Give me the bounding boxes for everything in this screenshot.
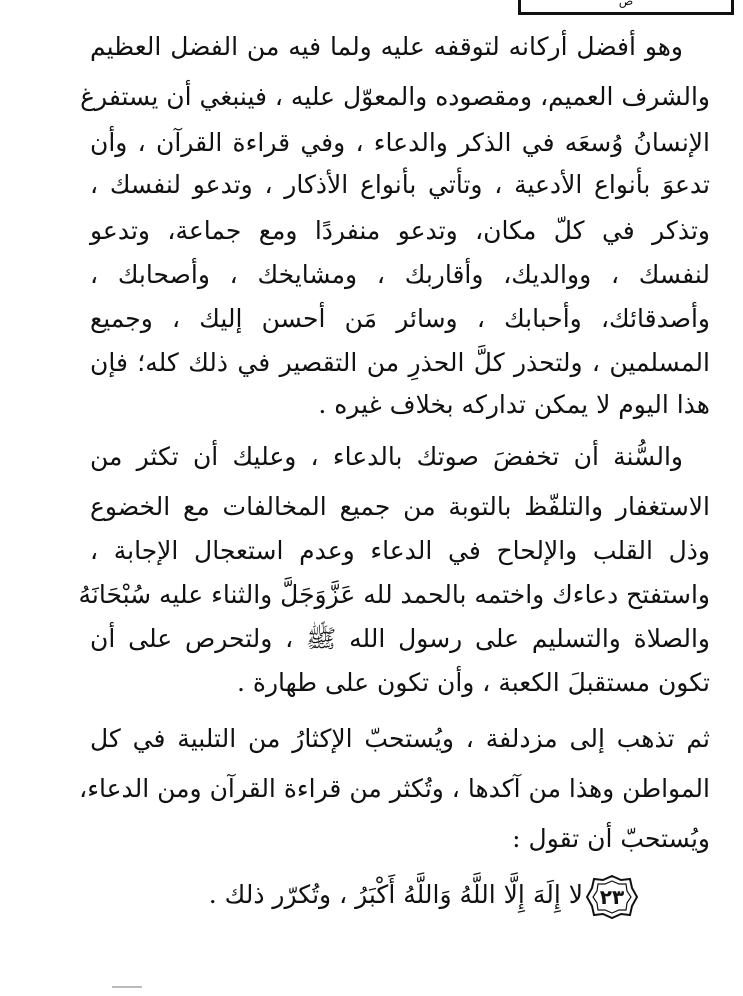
paragraph-3-line-2: المواطن وهذا من آكدها ، وتُكثر من قراءة القرآن ومن الدعاء،: [79, 774, 710, 803]
paragraph-2-line-1: والسُّنة أن تخفضَ صوتك بالدعاء ، وعليك أن تكثر من: [90, 442, 683, 471]
paragraph-2-line-3: وذل القلب والإلحاح في الدعاء وعدم استعجال الإجابة ،: [90, 536, 710, 565]
paragraph-1-line-2: والشرف العميم، ومقصوده والمعوّل عليه ، فينبغي أن يستفرغ: [80, 82, 710, 111]
paragraph-2-line-4: واستفتح دعاءك واختمه بالحمد لله عَزَّوَجَلَّ والثناء عليه سُبْحَانَهُ: [78, 580, 710, 609]
paragraph-1-line-1: وهو أفضل أركانه لتوقفه عليه ولما فيه من الفضل العظيم: [90, 32, 683, 61]
paragraph-2-line-5: والصلاة والتسليم على رسول الله ﷺ ، ولتحرص على أن: [90, 624, 710, 653]
footer-rule: [112, 986, 142, 991]
paragraph-2-line-6: تكون مستقبلَ الكعبة ، وأن تكون على طهارة .: [236, 668, 710, 697]
statement-text: لا إِلَهَ إِلَّا اللَّهُ وَاللَّهُ أَكْبَرُ ، وتُكرّر ذلك .: [208, 880, 583, 909]
paragraph-3-line-3: ويُستحبّ أن تقول :: [512, 824, 710, 853]
paragraph-3-line-1: ثم تذهب إلى مزدلفة ، ويُستحبّ الإكثارُ من التلبية في كل: [90, 724, 710, 753]
paragraph-1-line-5: وتذكر في كلّ مكان، وتدعو منفردًا ومع جماعة، وتدعو: [90, 216, 710, 245]
paragraph-1-line-8: المسلمين ، ولتحذر كلَّ الحذرِ من التقصير في ذلك كله؛ فإن: [90, 348, 710, 377]
paragraph-2-line-2: الاستغفار والتلفّظ بالتوبة من جميع المخالفات مع الخضوع: [90, 492, 710, 521]
running-header-text: ص: [618, 0, 634, 8]
statement-number: ٢٣: [599, 885, 625, 909]
running-header: [518, 0, 734, 15]
paragraph-1-line-7: وأصدقائك، وأحبابك ، وسائر مَن أحسن إليك ، وجميع: [90, 304, 710, 333]
statement-number-badge: [585, 874, 639, 920]
paragraph-1-line-4: تدعوَ بأنواع الأدعية ، وتأتي بأنواع الأذكار ، وتدعو لنفسك ،: [90, 170, 710, 199]
paragraph-1-line-6: لنفسك ، ووالديك، وأقاربك ، ومشايخك ، وأصحابك ،: [90, 260, 710, 289]
paragraph-1-line-3: الإنسانُ وُسعَه في الذكر والدعاء ، وفي قراءة القرآن ، وأن: [90, 128, 710, 157]
paragraph-1-line-9: هذا اليوم لا يمكن تداركه بخلاف غيره .: [318, 390, 710, 419]
